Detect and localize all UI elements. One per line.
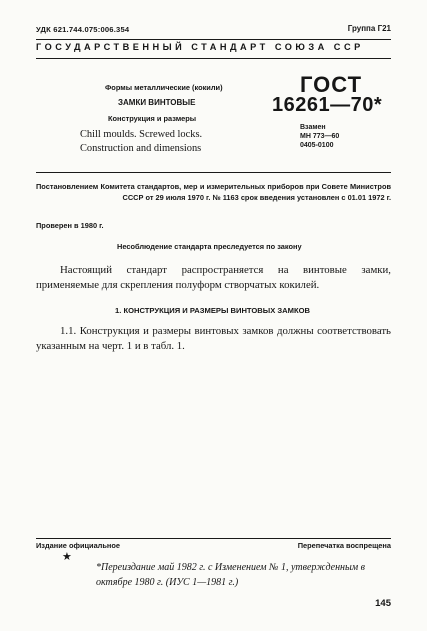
reprint-notice: Перепечатка воспрещена: [297, 541, 391, 550]
decree-text: Постановлением Комитета стандартов, мер и измерительных приборов при Совете Министров СССР от 29 июля 1970 г. № 1163 срок введения установлен с 01.01 1972 г.: [36, 182, 391, 202]
standard-name: ГОСУДАРСТВЕННЫЙ СТАНДАРТ СОЮЗА ССР: [36, 42, 364, 52]
page-number: 145: [375, 598, 391, 609]
gost-label: ГОСТ: [300, 72, 363, 97]
checked-note: Проверен в 1980 г.: [36, 221, 104, 230]
top-rule: [36, 39, 391, 40]
section-rule: [36, 172, 391, 173]
title-en-line2: Construction and dimensions: [80, 143, 202, 154]
edition-label: Издание официальное: [36, 541, 121, 550]
gost-number: 16261—70*: [272, 94, 383, 116]
footer-rule: [36, 538, 391, 539]
replaces-label: Взамен: [300, 124, 326, 131]
replaced-standard: МН 773—60: [300, 133, 340, 140]
classification-code: 0405-0100: [300, 142, 334, 149]
group-code: Группа Г21: [347, 24, 391, 33]
title-en-line1: Chill moulds. Screwed locks.: [80, 129, 203, 140]
paragraph-1-1: 1.1. Конструкция и размеры винтовых замков должны соответствовать указанным на черт. 1 и в табл. 1.: [36, 325, 391, 352]
header-rule: [36, 58, 391, 59]
udk-code: УДК 621.744.075:006.354: [36, 25, 130, 34]
title-ru-line3: Конструкция и размеры: [108, 114, 197, 123]
title-ru-line1: Формы металлические (кокили): [105, 83, 223, 92]
intro-paragraph: Настоящий стандарт распространяется на винтовые замки, применяемые для скрепления полуформ створчатых кокилей.: [36, 264, 391, 291]
section-heading: 1. КОНСТРУКЦИЯ И РАЗМЕРЫ ВИНТОВЫХ ЗАМКОВ: [115, 306, 310, 315]
star-icon: ★: [62, 551, 72, 563]
violation-note: Несоблюдение стандарта преследуется по закону: [117, 242, 302, 251]
reissue-note: *Переиздание май 1982 г. с Изменением № 1, утвержденным в октябре 1980 г. (ИУС 1—1981 г.): [96, 562, 365, 588]
title-ru-line2: ЗАМКИ ВИНТОВЫЕ: [118, 98, 196, 107]
